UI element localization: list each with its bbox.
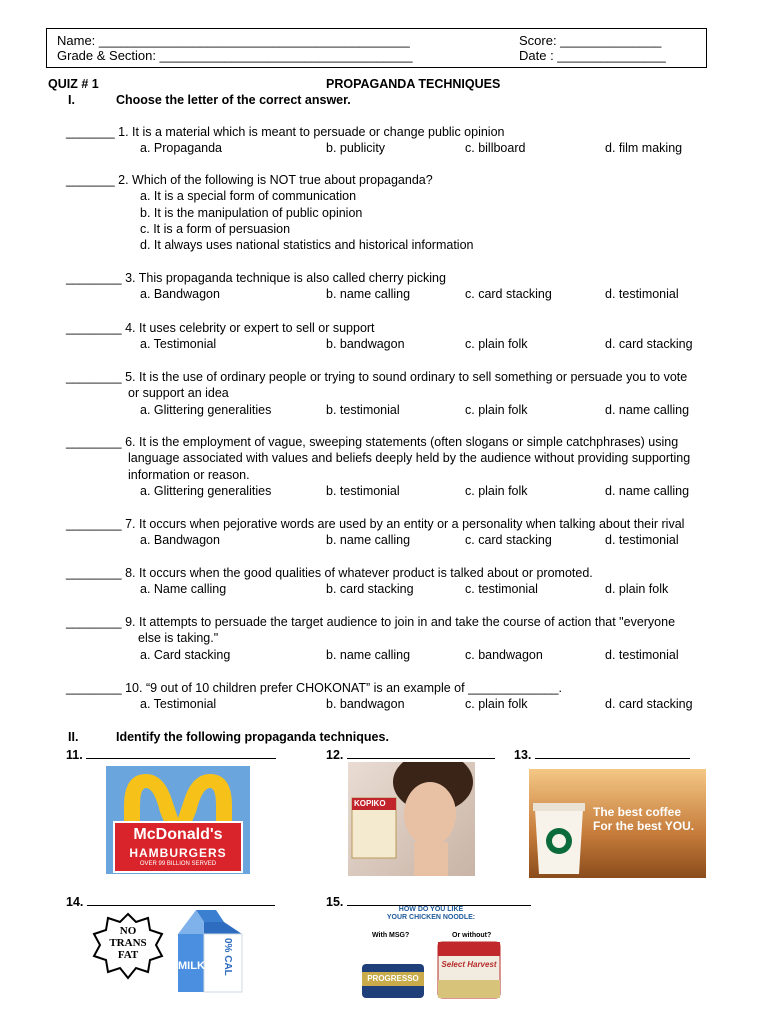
choice-a[interactable]: a. Bandwagon — [140, 287, 220, 302]
choice-c[interactable]: c. bandwagon — [465, 647, 543, 662]
answer-blank[interactable]: _______ — [66, 173, 115, 187]
choice-d[interactable]: d. card stacking — [605, 697, 693, 712]
soup-comparison-image — [358, 906, 504, 1000]
choice-a[interactable]: a. Glittering generalities — [140, 483, 272, 498]
answer-blank[interactable]: ________ — [66, 370, 122, 384]
choice-a[interactable]: a. Propaganda — [140, 141, 223, 156]
item-14: 14. — [66, 894, 275, 909]
answer-blank[interactable]: _______ — [66, 125, 115, 139]
question-3 — [66, 271, 446, 285]
choice-b[interactable]: b. publicity — [326, 141, 386, 156]
answer-blank-15[interactable] — [347, 894, 531, 906]
choice-c[interactable]: c. testimonial — [465, 582, 538, 597]
part1-numeral: I. — [68, 93, 75, 107]
choice-d[interactable]: d. testimonial — [605, 533, 679, 548]
item-13: 13. — [514, 747, 690, 762]
choice-c[interactable]: c. plain folk — [465, 483, 528, 498]
option-a[interactable]: a. It is a special form of communication — [140, 189, 357, 204]
grade-section-field[interactable]: Grade & Section: ___________________________________ — [57, 48, 413, 63]
question-text: 5. It is the use of ordinary people or trying to sound ordinary to sell something or persuade you to vote — [125, 370, 688, 384]
choice-a[interactable]: a. Card stacking — [140, 647, 231, 662]
item-15: 15. — [326, 894, 531, 909]
choice-a[interactable]: a. Testimonial — [140, 337, 217, 352]
question-10 — [66, 681, 562, 695]
question-5 — [66, 370, 687, 384]
question-text: 3. This propaganda technique is also called cherry picking — [125, 271, 446, 285]
answer-blank[interactable]: ________ — [66, 321, 122, 335]
answer-blank[interactable]: ________ — [66, 681, 122, 695]
question-text: 8. It occurs when the good qualities of whatever product is talked about or promoted. — [125, 566, 593, 580]
question-text: 2. Which of the following is NOT true about propaganda? — [118, 173, 433, 187]
quiz-title: PROPAGANDA TECHNIQUES — [326, 77, 501, 91]
question-text: 6. It is the employment of vague, sweeping statements (often slogans or simple catchphrases) using — [125, 435, 679, 449]
quiz-number: QUIZ # 1 — [48, 77, 99, 91]
choice-b[interactable]: b. testimonial — [326, 402, 400, 417]
starbucks-line1: The best coffee — [593, 805, 682, 819]
answer-blank[interactable]: ________ — [66, 517, 122, 531]
answer-blank[interactable]: ________ — [66, 615, 122, 629]
soup-right-question: Or without? — [452, 932, 492, 939]
choice-d[interactable]: d. name calling — [605, 402, 690, 417]
question-text: 7. It occurs when pejorative words are used by an entity or a personality when talking about their rival — [125, 517, 685, 531]
question-text-continued: else is taking." — [138, 631, 219, 646]
part1-instruction: Choose the letter of the correct answer. — [116, 93, 351, 107]
select-harvest-brand: Select Harvest — [441, 960, 497, 969]
choice-d[interactable]: d. card stacking — [605, 337, 693, 352]
answer-blank-13[interactable] — [535, 747, 690, 759]
option-b[interactable]: b. It is the manipulation of public opinion — [140, 205, 363, 220]
question-text: 4. It uses celebrity or expert to sell or support — [125, 321, 375, 335]
choice-d[interactable]: d. name calling — [605, 483, 690, 498]
question-text: 9. It attempts to persuade the target audience to join in and take the course of action that "everyone — [125, 615, 676, 629]
progresso-brand: PROGRESSO — [367, 974, 419, 983]
choice-d[interactable]: d. film making — [605, 141, 683, 156]
choice-d[interactable]: d. testimonial — [605, 287, 679, 302]
question-6 — [66, 435, 678, 449]
milk-cal: 0% CAL — [222, 938, 233, 976]
item-12: 12. — [326, 747, 495, 762]
question-text: 1. It is a material which is meant to persuade or change public opinion — [118, 125, 505, 139]
choice-c[interactable]: c. card stacking — [465, 287, 552, 302]
choice-d[interactable]: d. testimonial — [605, 647, 679, 662]
choice-b[interactable]: b. name calling — [326, 533, 411, 548]
choice-c[interactable]: c. plain folk — [465, 402, 528, 417]
answer-blank[interactable]: ________ — [66, 271, 122, 285]
question-text-continued: or support an idea — [128, 386, 229, 401]
choice-b[interactable]: b. testimonial — [326, 483, 400, 498]
answer-blank-14[interactable] — [87, 894, 275, 906]
option-d[interactable]: d. It always uses national statistics and historical information — [140, 238, 474, 253]
no-trans-fat-seal-image — [92, 912, 164, 990]
option-c[interactable]: c. It is a form of persuasion — [140, 221, 291, 236]
kopiko-brand: KOPIKO — [354, 799, 386, 808]
seal-text: NO TRANS FAT — [109, 925, 147, 961]
part2-numeral: II. — [68, 730, 79, 744]
mcd-line1: McDonald's — [133, 826, 223, 843]
choice-c[interactable]: c. plain folk — [465, 697, 528, 712]
soup-left-question: With MSG? — [372, 932, 410, 939]
choice-b[interactable]: b. bandwagon — [326, 697, 405, 712]
mcd-line3: OVER 99 BILLION SERVED — [139, 861, 217, 867]
milk-word: MILK — [178, 960, 205, 972]
question-9 — [66, 615, 675, 629]
answer-blank[interactable]: ________ — [66, 435, 122, 449]
choice-b[interactable]: b. name calling — [326, 647, 411, 662]
kopiko-ad-image — [348, 762, 475, 876]
score-field[interactable]: Score: ______________ — [519, 33, 662, 48]
question-4 — [66, 321, 375, 335]
mcdonalds-sign-image — [106, 766, 250, 874]
starbucks-ad-image — [529, 769, 706, 878]
choice-a[interactable]: a. Testimonial — [140, 697, 217, 712]
answer-blank-12[interactable] — [347, 747, 495, 759]
choice-b[interactable]: b. card stacking — [326, 582, 414, 597]
choice-a[interactable]: a. Glittering generalities — [140, 402, 272, 417]
choice-b[interactable]: b. bandwagon — [326, 337, 405, 352]
item-11: 11. — [66, 747, 276, 762]
date-field[interactable]: Date : _______________ — [519, 48, 666, 63]
question-text-continued: information or reason. — [128, 467, 250, 482]
choice-d[interactable]: d. plain folk — [605, 582, 669, 597]
question-8 — [66, 566, 593, 580]
choice-c[interactable]: c. plain folk — [465, 337, 528, 352]
choice-b[interactable]: b. name calling — [326, 287, 411, 302]
starbucks-line2: For the best YOU. — [593, 819, 695, 833]
question-1 — [66, 125, 504, 139]
part2-instruction: Identify the following propaganda techniques. — [116, 730, 389, 744]
answer-blank[interactable]: ________ — [66, 566, 122, 580]
question-text-continued: language associated with values and beliefs deeply held by the audience without providing supporting — [128, 451, 691, 466]
question-text: 10. “9 out of 10 children prefer CHOKONAT” is an example of _____________. — [125, 681, 562, 695]
soup-headline: HOW DO YOU LIKE YOUR CHICKEN NOODLE: — [386, 906, 476, 921]
choice-c[interactable]: c. billboard — [465, 141, 526, 156]
question-2 — [66, 173, 433, 187]
answer-blank-11[interactable] — [86, 747, 276, 759]
name-field[interactable]: Name: ___________________________________________ — [57, 33, 410, 48]
choice-c[interactable]: c. card stacking — [465, 533, 552, 548]
mcd-line2: HAMBURGERS — [129, 846, 227, 860]
choice-a[interactable]: a. Bandwagon — [140, 533, 220, 548]
milk-carton-image — [176, 908, 244, 994]
choice-a[interactable]: a. Name calling — [140, 582, 227, 597]
student-info-box — [46, 28, 707, 68]
question-7 — [66, 517, 684, 531]
